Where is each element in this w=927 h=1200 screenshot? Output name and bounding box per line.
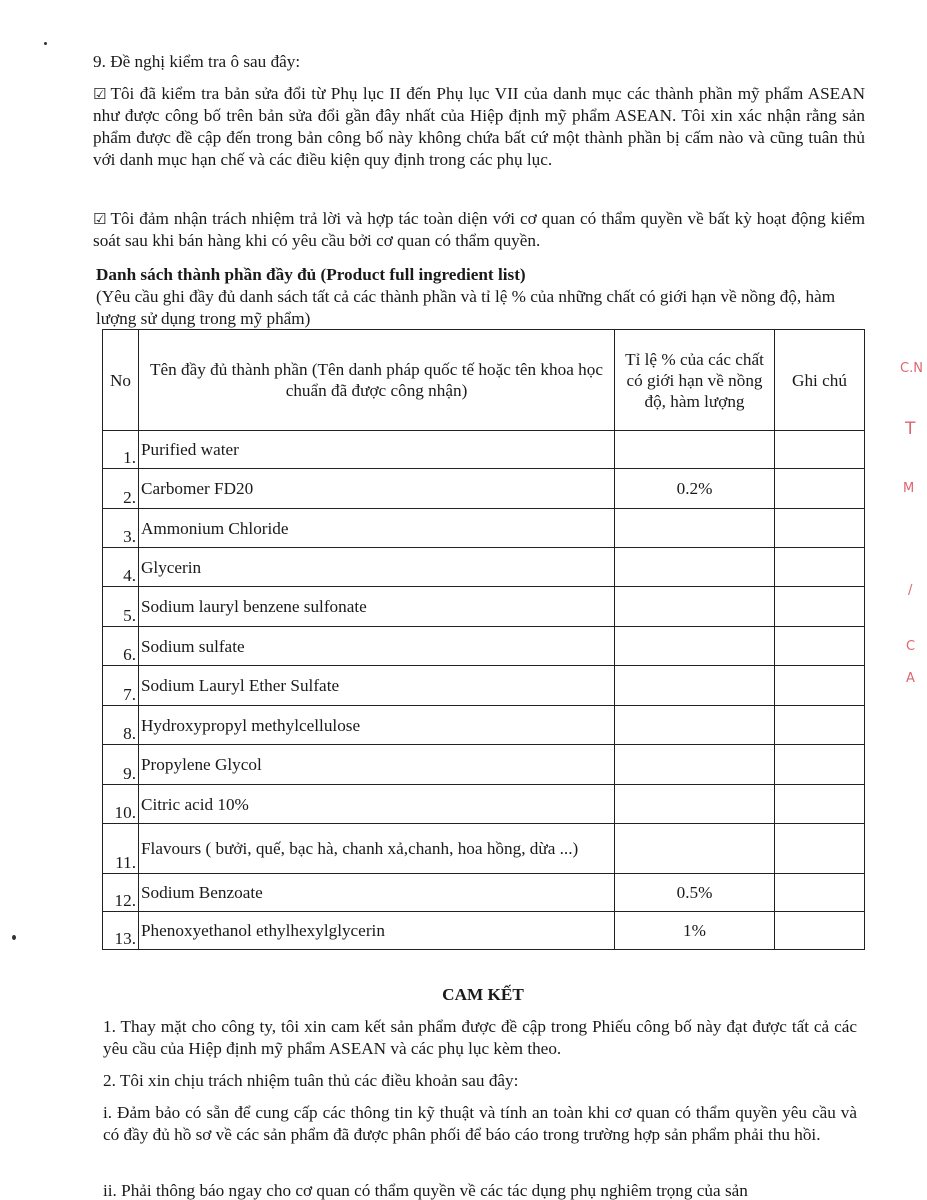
ingredient-note [775,912,865,950]
table-row [103,469,865,509]
ingredient-name: Phenoxyethanol ethylhexylglycerin [139,912,615,950]
ingredient-percent [615,824,775,874]
table-row [103,509,865,548]
ingredient-percent [615,627,775,666]
table-row [103,627,865,666]
table-row [103,912,865,950]
ingredient-name: Carbomer FD20 [139,469,615,509]
ingredient-note [775,785,865,824]
row-number: 8. [103,706,139,745]
checked-box-icon: ☑ [93,210,107,228]
ingredient-name: Ammonium Chloride [139,509,615,548]
row-number: 4. [103,548,139,587]
ingredient-percent: 0.2% [615,469,775,509]
stamp-fragment: T [905,419,916,439]
stamp-fragment: C [906,639,916,654]
statement-2-text: Tôi đảm nhận trách nhiệm trả lời và hợp tác toàn diện với cơ quan có thẩm quyền về bất kỳ hoạt động kiểm soát sau khi bán hàng khi có yêu cầu bởi cơ quan có thẩm quyền. [93,209,865,250]
table-header-row [103,330,865,431]
column-header-percent: Tỉ lệ % của các chất có giới hạn về nồng độ, hàm lượng [615,330,775,431]
row-number: 7. [103,666,139,706]
ingredient-note [775,627,865,666]
ingredient-name: Hydroxypropyl methylcellulose [139,706,615,745]
ingredient-note [775,745,865,785]
ingredient-note [775,666,865,706]
ingredient-note [775,706,865,745]
row-number: 1. [103,431,139,469]
table-row [103,587,865,627]
ingredient-percent [615,706,775,745]
table-row [103,431,865,469]
ingredient-name: Sodium Benzoate [139,874,615,912]
statement-1-text: Tôi đã kiểm tra bản sửa đổi từ Phụ lục II đến Phụ lục VII của danh mục các thành phần mỹ phẩm ASEAN như được công bố trên bản sửa đổi gần đây nhất của Hiệp định mỹ phẩm ASEAN. Tôi xin xác nhận rằng sản phẩm được đề cập đến trong bản công bố này không chứa bất cứ một thành phần bị cấm nào và cũng tuân thủ với danh mục hạn chế và các điều kiện quy định trong các phụ lục. [93,84,865,169]
column-header-no: No [103,330,139,431]
ingredient-name: Glycerin [139,548,615,587]
ingredient-percent [615,587,775,627]
table-row [103,706,865,745]
row-number: 11. [103,824,139,874]
ingredient-note [775,548,865,587]
commitment-paragraph-4: ii. Phải thông báo ngay cho cơ quan có thẩm quyền về các tác dụng phụ nghiêm trọng của sản [103,1181,748,1200]
checkbox-statement-1 [93,83,865,171]
row-number: 10. [103,785,139,824]
commitment-paragraph-1: 1. Thay mặt cho công ty, tôi xin cam kết sản phẩm được đề cập trong Phiếu công bố này đạt được tất cả các yêu cầu của Hiệp định mỹ phẩm ASEAN và các phụ lục kèm theo. [103,1017,857,1058]
ingredient-percent [615,431,775,469]
row-number: 13. [103,912,139,950]
ingredient-name: Citric acid 10% [139,785,615,824]
commitment-title: CAM KẾT [442,985,524,1004]
ingredient-percent [615,666,775,706]
row-number: 12. [103,874,139,912]
checkbox-statement-2 [93,208,865,252]
stamp-fragment: C.N [900,361,923,376]
table-row [103,666,865,706]
ingredient-name: Sodium Lauryl Ether Sulfate [139,666,615,706]
table-row [103,874,865,912]
commitment-paragraph-2: 2. Tôi xin chịu trách nhiệm tuân thủ các điều khoản sau đây: [103,1071,519,1090]
ingredient-note [775,431,865,469]
table-row [103,824,865,874]
ingredient-percent: 0.5% [615,874,775,912]
checked-box-icon: ☑ [93,85,107,103]
table-row [103,785,865,824]
ingredient-note [775,874,865,912]
ingredient-percent [615,745,775,785]
ingredient-note [775,509,865,548]
scan-speck [12,935,16,940]
stamp-fragment: / [908,583,913,598]
row-number: 5. [103,587,139,627]
ingredient-name: Purified water [139,431,615,469]
column-header-note: Ghi chú [775,330,865,431]
column-header-name: Tên đầy đủ thành phần (Tên danh pháp quốc tế hoặc tên khoa học chuẩn đã được công nhận) [139,330,615,431]
ingredient-name: Flavours ( bưởi, quế, bạc hà, chanh xả,chanh, hoa hồng, dừa ...) [139,824,615,874]
row-number: 2. [103,469,139,509]
row-number: 6. [103,627,139,666]
ingredient-name: Sodium lauryl benzene sulfonate [139,587,615,627]
stamp-fragment: A [906,671,915,686]
row-number: 3. [103,509,139,548]
scan-speck [44,42,47,45]
row-number: 9. [103,745,139,785]
table-row [103,745,865,785]
table-row [103,548,865,587]
ingredient-percent: 1% [615,912,775,950]
ingredient-percent [615,785,775,824]
ingredient-note [775,587,865,627]
ingredient-percent [615,548,775,587]
stamp-fragment: M [903,481,915,496]
ingredient-percent [615,509,775,548]
ingredient-name: Propylene Glycol [139,745,615,785]
ingredients-table [102,329,865,950]
ingredient-name: Sodium sulfate [139,627,615,666]
ingredients-title: Danh sách thành phần đầy đủ (Product full ingredient list) [96,265,526,284]
ingredient-note [775,824,865,874]
ingredient-note [775,469,865,509]
commitment-paragraph-3: i. Đảm bảo có sẵn để cung cấp các thông tin kỹ thuật và tính an toàn khi cơ quan có thẩm quyền yêu cầu và có đầy đủ hồ sơ về các sản phẩm đã được phân phối để báo cáo trong trường hợp sản phẩm phải thu hồi. [103,1103,857,1144]
section-9-heading: 9. Đề nghị kiểm tra ô sau đây: [93,52,301,71]
ingredients-note: (Yêu cầu ghi đầy đủ danh sách tất cả các thành phần và tỉ lệ % của những chất có giới hạn về nồng độ, hàm lượng sử dụng trong mỹ phẩm) [96,287,836,328]
